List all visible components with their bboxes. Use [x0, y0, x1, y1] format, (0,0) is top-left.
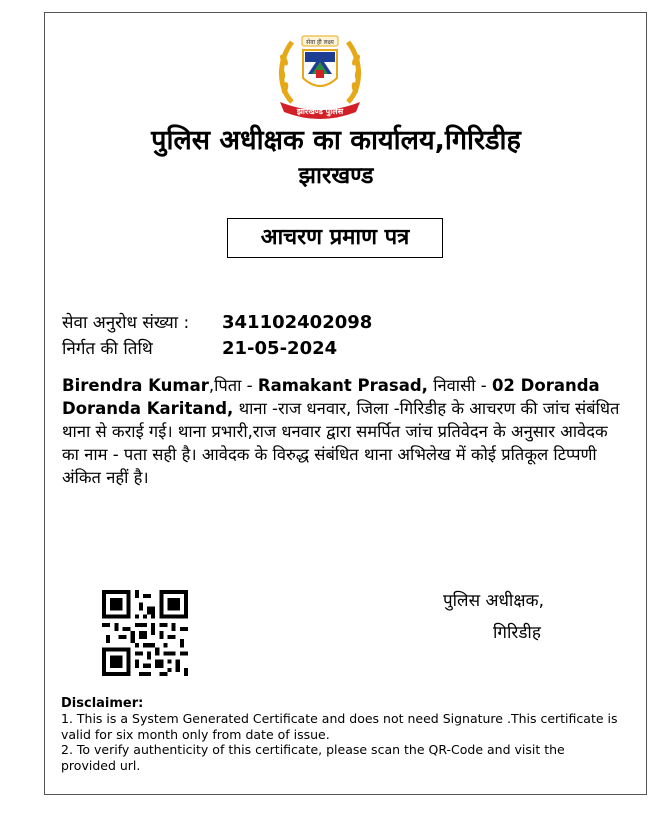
request-number-value: 341102402098: [222, 312, 373, 333]
signature-designation: पुलिस अधीक्षक,: [443, 591, 544, 611]
certificate-body: [62, 374, 622, 489]
resident-label: निवासी -: [433, 376, 487, 395]
logo-banner-text: झारखण्ड पुलिस: [296, 107, 344, 116]
disclaimer-line-1: 1. This is a System Generated Certificate and does not need Signature .This certificate is valid for six month only from date of issue.: [61, 711, 618, 742]
qr-code-icon[interactable]: [102, 590, 188, 676]
state-title: झारखण्ड: [298, 163, 374, 189]
issue-date-label: निर्गत की तिथि: [62, 339, 153, 359]
father-label: ,पिता -: [208, 376, 253, 395]
applicant-address: 02 Doranda Doranda Karitand,: [62, 376, 600, 418]
certificate-title: आचरण प्रमाण पत्र: [227, 218, 443, 258]
issue-date-value: 21-05-2024: [222, 338, 338, 359]
disclaimer-title: Disclaimer:: [61, 696, 144, 711]
logo-motto: सेवा ही लक्ष्य: [306, 39, 334, 46]
request-number-label: सेवा अनुरोध संख्या :: [62, 313, 190, 333]
office-title: पुलिस अधीक्षक का कार्यालय,गिरिडीह: [151, 125, 521, 156]
father-name: Ramakant Prasad,: [257, 376, 428, 395]
applicant-name: Birendra Kumar: [62, 376, 209, 395]
disclaimer-text: [61, 711, 621, 773]
signature-place: गिरिडीह: [493, 623, 541, 643]
body-text: थाना -राज धनवार, जिला -गिरिडीह के आचरण की जांच संबंधित थाना से कराई गई। थाना प्रभारी,राज धनवार द्वारा समर्पित जांच प्रतिवेदन के अनुसार आवेदक का नाम - पता सही है। आवेदक के विरुद्ध संबंधित थाना अभिलेख में कोई प्रतिकूल टिप्पणी अंकित नहीं है।: [62, 399, 620, 487]
disclaimer-line-2: 2. To verify authenticity of this certificate, please scan the QR-Code and visit the provided url.: [61, 742, 565, 773]
police-emblem-icon: [270, 30, 370, 125]
request-number-row: [62, 310, 372, 333]
issue-date-row: [62, 336, 337, 359]
